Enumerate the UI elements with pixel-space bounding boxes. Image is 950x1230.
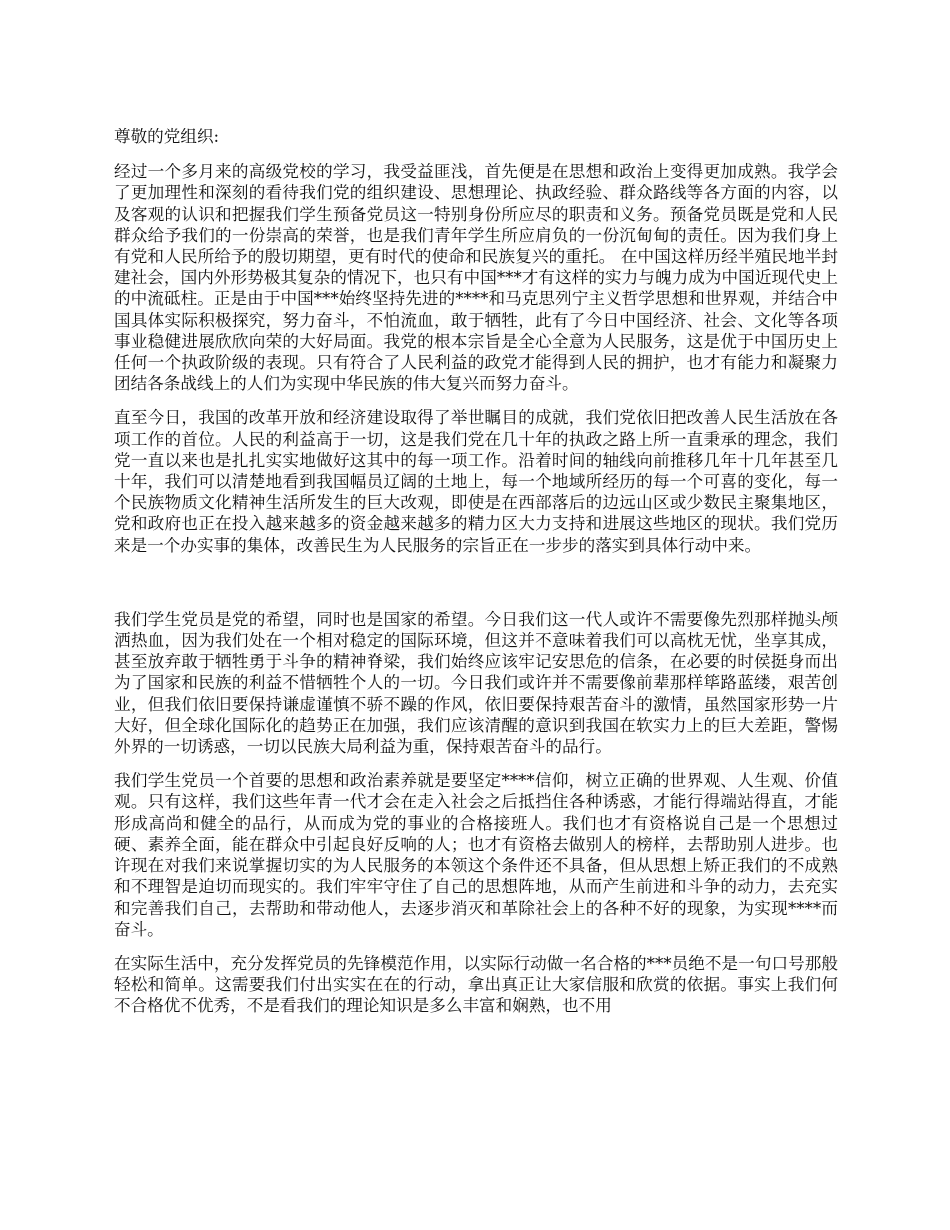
- document-body: [114, 126, 838, 1030]
- paragraph-3: 我们学生党员是党的希望，同时也是国家的希望。今日我们这一代人或许不需要像先烈那样抛头颅洒热血，因为我们处在一个相对稳定的国际环境，但这并不意味着我们可以高枕无忧，坐享其成，甚至放弃敢于牺牲勇于斗争的精神脊梁，我们始终应该牢记安思危的信条，在必要的时侯挺身而出为了国家和民族的利益不惜牺牲个人的一切。今日我们或许并不需要像前辈那样筚路蓝缕，艰苦创业，但我们依旧要保持谦虚谨慎不骄不躁的作风，依旧要保持艰苦奋斗的激情，虽然国家形势一片大好，但全球化国际化的趋势正在加强，我们应该清醒的意识到我国在软实力上的巨大差距，警惕外界的一切诱惑，一切以民族大局利益为重，保持艰苦奋斗的品行。: [114, 609, 838, 757]
- paragraph-gap: [114, 569, 838, 609]
- paragraph-1: 经过一个多月来的高级党校的学习，我受益匪浅，首先便是在思想和政治上变得更加成熟。我学会了更加理性和深刻的看待我们党的组织建设、思想理论、执政经验、群众路线等各方面的内容，以及客观的认识和把握我们学生预备党员这一特别身份所应尽的职责和义务。预备党员既是党和人民群众给予我们的一份崇高的荣誉，也是我们青年学生所应肩负的一份沉甸甸的责任。因为我们身上有党和人民所给予的殷切期望，更有时代的使命和民族复兴的重托。 在中国这样历经半殖民地半封建社会，国内外形势极其复杂的情况下，也只有中国***才有这样的实力与魄力成为中国近现代史上的中流砥柱。正是由于中国***始终坚持先进的****和马克思列宁主义哲学思想和世界观，并结合中国具体实际积极探究，努力奋斗，不怕流血，敢于牺牲，此有了今日中国经济、社会、文化等各项事业稳健进展欣欣向荣的大好局面。我党的根本宗旨是全心全意为人民服务，这是优于中国历史上任何一个执政阶级的表现。只有符合了人民利益的政党才能得到人民的拥护，也才有能力和凝聚力团结各条战线上的人们为实现中华民族的伟大复兴而努力奋斗。: [114, 162, 838, 394]
- paragraph-4: 我们学生党员一个首要的思想和政治素养就是要坚定****信仰，树立正确的世界观、人生观、价值观。只有这样，我们这些年青一代才会在走入社会之后抵挡住各种诱惑，才能行得端站得直，才能形成高尚和健全的品行，从而成为党的事业的合格接班人。我们也才有资格说自己是一个思想过硬、素养全面，能在群众中引起良好反响的人；也才有资格去做别人的榜样，去帮助别人进步。也许现在对我们来说掌握切实的为人民服务的本领这个条件还不具备，但从思想上矫正我们的不成熟和不理智是迫切而现实的。我们牢牢守住了自己的思想阵地，从而产生前进和斗争的动力，去充实和完善我们自己，去帮助和带动他人，去逐步消灭和革除社会上的各种不好的现象，为实现****而奋斗。: [114, 771, 838, 939]
- paragraph-5: 在实际生活中，充分发挥党员的先锋模范作用，以实际行动做一名合格的***员绝不是一句口号那般轻松和简单。这需要我们付出实实在在的行动，拿出真正让大家信服和欣赏的依据。事实上我们何不合格优不优秀，不是看我们的理论知识是多么丰富和娴熟，也不用: [114, 953, 838, 1016]
- paragraph-2: 直至今日，我国的改革开放和经济建设取得了举世瞩目的成就，我们党依旧把改善人民生活放在各项工作的首位。人民的利益高于一切，这是我们党在几十年的执政之路上所一直秉承的理念，我们党一直以来也是扎扎实实地做好这其中的每一项工作。沿着时间的轴线向前推移几年十几年甚至几十年，我们可以清楚地看到我国幅员辽阔的土地上，每一个地域所经历的每一个可喜的变化，每一个民族物质文化精神生活所发生的巨大改观，即使是在西部落后的边远山区或少数民主聚集地区，党和政府也正在投入越来越多的资金越来越多的精力区大力支持和进展这些地区的现状。我们党历来是一个办实事的集体，改善民生为人民服务的宗旨正在一步步的落实到具体行动中来。: [114, 408, 838, 555]
- greeting: 尊敬的党组织:: [114, 127, 220, 146]
